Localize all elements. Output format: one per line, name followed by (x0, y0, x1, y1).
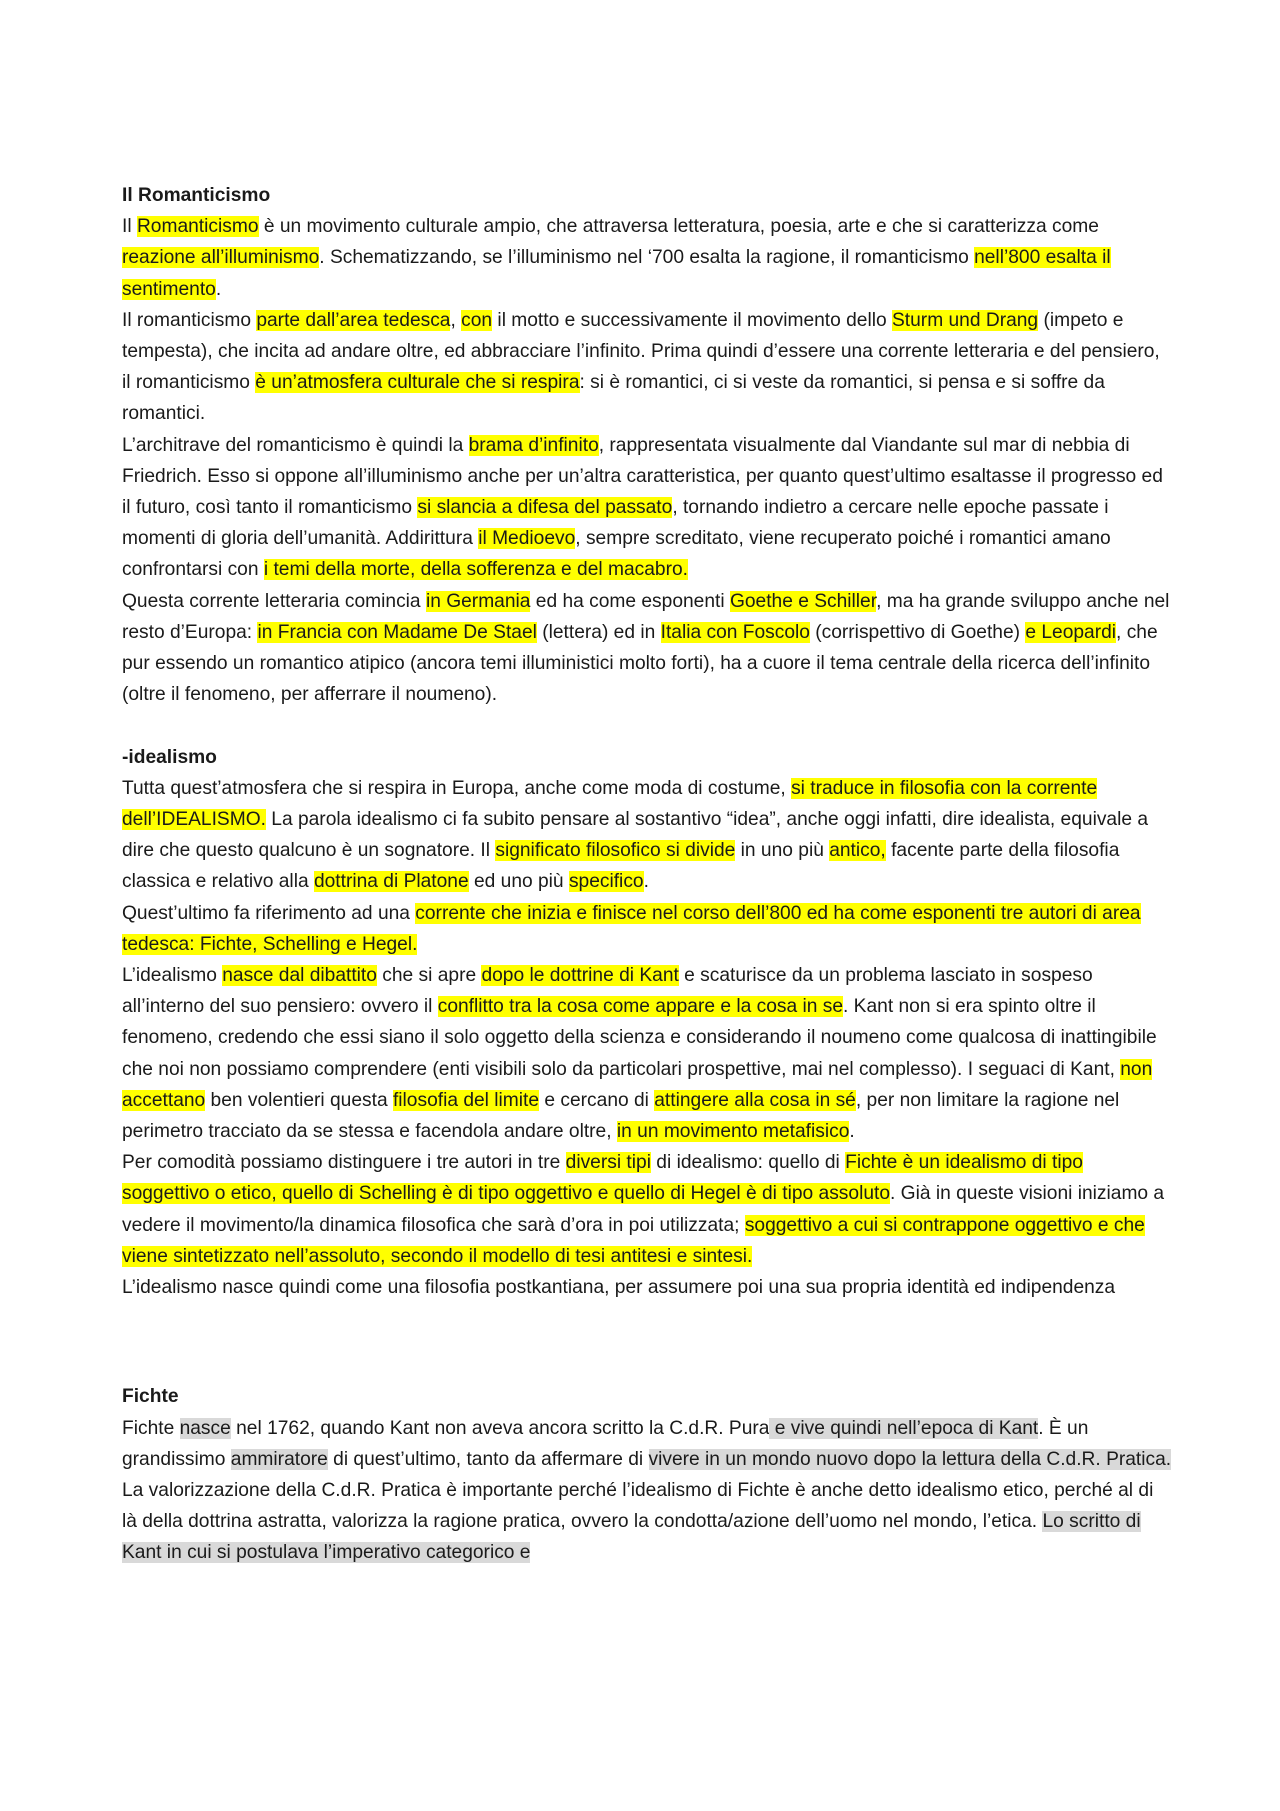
highlighted-text: filosofia del limite (392, 1089, 540, 1111)
text-run: di quest’ultimo, tanto da affermare di (327, 1448, 649, 1470)
text-run: Il (122, 216, 137, 238)
section-idealismo (122, 742, 1172, 1304)
highlighted-text: corrente che inizia e finisce nel corso dell’800 ed ha come esponenti tre autori di area tedesca: Fichte, Schelling e Hegel. (122, 902, 1141, 955)
highlighted-text: dopo le dottrine di Kant (481, 965, 679, 987)
text-run: Per comodità possiamo distinguere i tre autori in tre (122, 1152, 566, 1174)
text-run: , che pur essendo un romantico atipico (ancora temi illuministici molto forti), ha a cuore il tema centrale della ricerca dell’infinito (oltre il fenomeno, per afferrare il noumeno). (122, 621, 1158, 706)
text-run: , ma ha grande sviluppo anche nel resto d’Europa: (122, 590, 1170, 643)
paragraph (122, 211, 1172, 305)
paragraph (122, 1413, 1172, 1569)
text-run: . È un grandissimo (122, 1417, 1089, 1470)
text-run: Questa corrente letteraria comincia (122, 590, 426, 612)
text-run: e scaturisce da un problema lasciato in sospeso all’interno del suo pensiero: ovvero il (122, 965, 1093, 1018)
text-run: . (643, 871, 649, 893)
highlighted-text: e Leopardi (1025, 621, 1117, 643)
text-run: in uno più (735, 840, 830, 862)
paragraph (122, 1272, 1172, 1303)
paragraph (122, 305, 1172, 430)
highlighted-text: Italia con Foscolo (660, 621, 810, 643)
paragraph (122, 773, 1172, 898)
highlighted-text: Goethe e Schiller (729, 590, 877, 612)
text-run: , rappresentata visualmente dal Viandante sul mar di nebbia di Friedrich. Esso si oppone all’illuminismo anche per un’altra caratteristica, per quanto quest’ultimo esaltasse il progresso ed il futuro, così tanto il romanticismo (122, 434, 1163, 519)
highlighted-text: si traduce in filosofia con la corrente dell’IDEALISMO. (122, 777, 1098, 831)
text-run: ed uno più (468, 871, 569, 893)
text-run: . Già in queste visioni iniziamo a vedere il movimento/la dinamica filosofica che sarà d’ora in poi utilizzata; (122, 1183, 1165, 1236)
gray-highlighted-text: ammiratore (230, 1448, 328, 1470)
highlighted-text: brama d’infinito (468, 434, 599, 456)
text-run: L’architrave del romanticismo è quindi la (122, 434, 469, 456)
text-run: Fichte (122, 1417, 180, 1439)
text-run: . Schematizzando, se l’illuminismo nel ‘700 esalta la ragione, il romanticismo (319, 247, 975, 269)
highlighted-text: è un’atmosfera culturale che si respira (255, 372, 580, 394)
highlighted-text: con (461, 309, 493, 331)
paragraph (122, 898, 1172, 960)
document-page (122, 180, 1172, 1569)
paragraph (122, 960, 1172, 1147)
text-run: e cercano di (539, 1089, 655, 1111)
highlighted-text: antico, (829, 840, 886, 862)
gray-highlighted-text: nasce (179, 1417, 231, 1439)
text-run: facente parte della filosofia classica e relativo alla (122, 840, 1120, 893)
text-run: è un movimento culturale ampio, che attraversa letteratura, poesia, arte e che si caratterizza come (258, 216, 1099, 238)
gray-highlighted-text: e vive quindi nell’epoca di Kant (769, 1417, 1039, 1439)
highlighted-text: il Medioevo (478, 528, 576, 550)
section-romanticismo (122, 180, 1172, 710)
text-run: , (450, 309, 462, 331)
highlighted-text: Sturm und Drang (892, 309, 1039, 331)
highlighted-text: parte dall’area tedesca (256, 309, 451, 331)
highlighted-text: in Francia con Madame De Stael (257, 621, 537, 643)
text-run: di idealismo: quello di (650, 1152, 846, 1174)
gray-highlighted-text: vivere in un mondo nuovo dopo la lettura della C.d.R. Pratica. (648, 1448, 1172, 1470)
text-run: che si apre (376, 965, 482, 987)
text-run: ed ha come esponenti (530, 590, 730, 612)
highlighted-text: conflitto tra la cosa come appare e la cosa in se (437, 996, 844, 1018)
highlighted-text: specifico (568, 871, 644, 893)
highlighted-text: attingere alla cosa in sé (654, 1089, 856, 1111)
highlighted-text: Romanticismo (136, 216, 259, 238)
paragraph (122, 1147, 1172, 1272)
section-heading: Fichte (122, 1386, 179, 1408)
section-heading: Il Romanticismo (122, 185, 271, 206)
text-run: La parola idealismo ci fa subito pensare al sostantivo “idea”, anche oggi infatti, dire idealista, equivale a dire che questo qualcuno è un sognatore. Il (122, 809, 1149, 862)
highlighted-text: diversi tipi (565, 1152, 651, 1174)
text-run: : si è romantici, ci si veste da romantici, si pensa e si soffre da romantici. (122, 372, 1105, 425)
section-fichte (122, 1381, 1172, 1568)
text-run: L’idealismo (122, 965, 223, 987)
section-heading: -idealismo (122, 746, 217, 768)
text-run: (impeto e tempesta), che incita ad andare oltre, ed abbracciare l’infinito. Prima quindi d’essere una corrente letteraria e del pensiero, il romanticismo (122, 309, 1160, 394)
text-run: , tornando indietro a cercare nelle epoche passate i momenti di gloria dell’umanità. Addirittura (122, 497, 1109, 550)
gray-highlighted-text: Lo scritto di Kant in cui si postulava l’imperativo categorico e (122, 1511, 1141, 1564)
text-run: La valorizzazione della C.d.R. Pratica è importante perché l’idealismo di Fichte è anche detto idealismo etico, perché al di là della dottrina astratta, valorizza la ragione pratica, ovvero la condotta/azione dell’uomo nel mondo, l’etica. (122, 1479, 1154, 1533)
highlighted-text: Fichte è un idealismo di tipo soggettivo o etico, quello di Schelling è di tipo oggettivo e quello di Hegel è di tipo assoluto (122, 1152, 1083, 1205)
highlighted-text: nasce dal dibattito (222, 965, 377, 987)
text-run: Quest’ultimo fa riferimento ad una (122, 902, 416, 924)
text-run: L’idealismo nasce quindi come una filosofia postkantiana, per assumere poi una sua propria identità ed indipendenza (122, 1277, 1116, 1299)
text-run: , per non limitare la ragione nel perimetro tracciato da se stessa e facendola andare oltre, (122, 1089, 1120, 1143)
text-run: . Kant non si era spinto oltre il fenomeno, credendo che essi siano il solo oggetto della scienza e considerando il noumeno come qualcosa di inattingibile che noi non possiamo comprendere (enti visibili solo da particolari prospettive, mai nel complesso). I seguaci di Kant, (122, 996, 1157, 1080)
highlighted-text: dottrina di Platone (313, 871, 469, 893)
highlighted-text: in Germania (425, 590, 531, 612)
highlighted-text: nell’800 esalta il sentimento (122, 247, 1111, 300)
text-run: (lettera) ed in (536, 621, 661, 643)
text-run: . (215, 278, 222, 300)
text-run: (corrispettivo di Goethe) (809, 621, 1026, 643)
text-run: Tutta quest’atmosfera che si respira in Europa, anche come moda di costume, (122, 777, 792, 799)
highlighted-text: reazione all’illuminismo (122, 247, 320, 269)
paragraph (122, 430, 1172, 586)
highlighted-text: non accettano (122, 1058, 1153, 1111)
spacer (122, 1303, 1172, 1381)
highlighted-text: si slancia a difesa del passato (417, 497, 673, 519)
text-run: nel 1762, quando Kant non aveva ancora scritto la C.d.R. Pura (230, 1417, 770, 1439)
highlighted-text: significato filosofico si divide (495, 840, 736, 862)
highlighted-text: in un movimento metafisico (616, 1121, 850, 1143)
text-run: il motto e successivamente il movimento dello (492, 309, 892, 331)
paragraph (122, 586, 1172, 711)
text-run: . (849, 1121, 855, 1143)
highlighted-text: soggettivo a cui si contrappone oggettivo e che viene sintetizzato nell’assoluto, secondo il modello di tesi antitesi e sintesi. (122, 1214, 1145, 1267)
text-run: Il romanticismo (122, 309, 257, 331)
text-run: , sempre screditato, viene recuperato poiché i romantici amano confrontarsi con (122, 528, 1111, 581)
spacer (122, 710, 1172, 741)
highlighted-text: i temi della morte, della sofferenza e del macabro. (263, 559, 688, 581)
text-run: ben volentieri questa (205, 1089, 393, 1111)
